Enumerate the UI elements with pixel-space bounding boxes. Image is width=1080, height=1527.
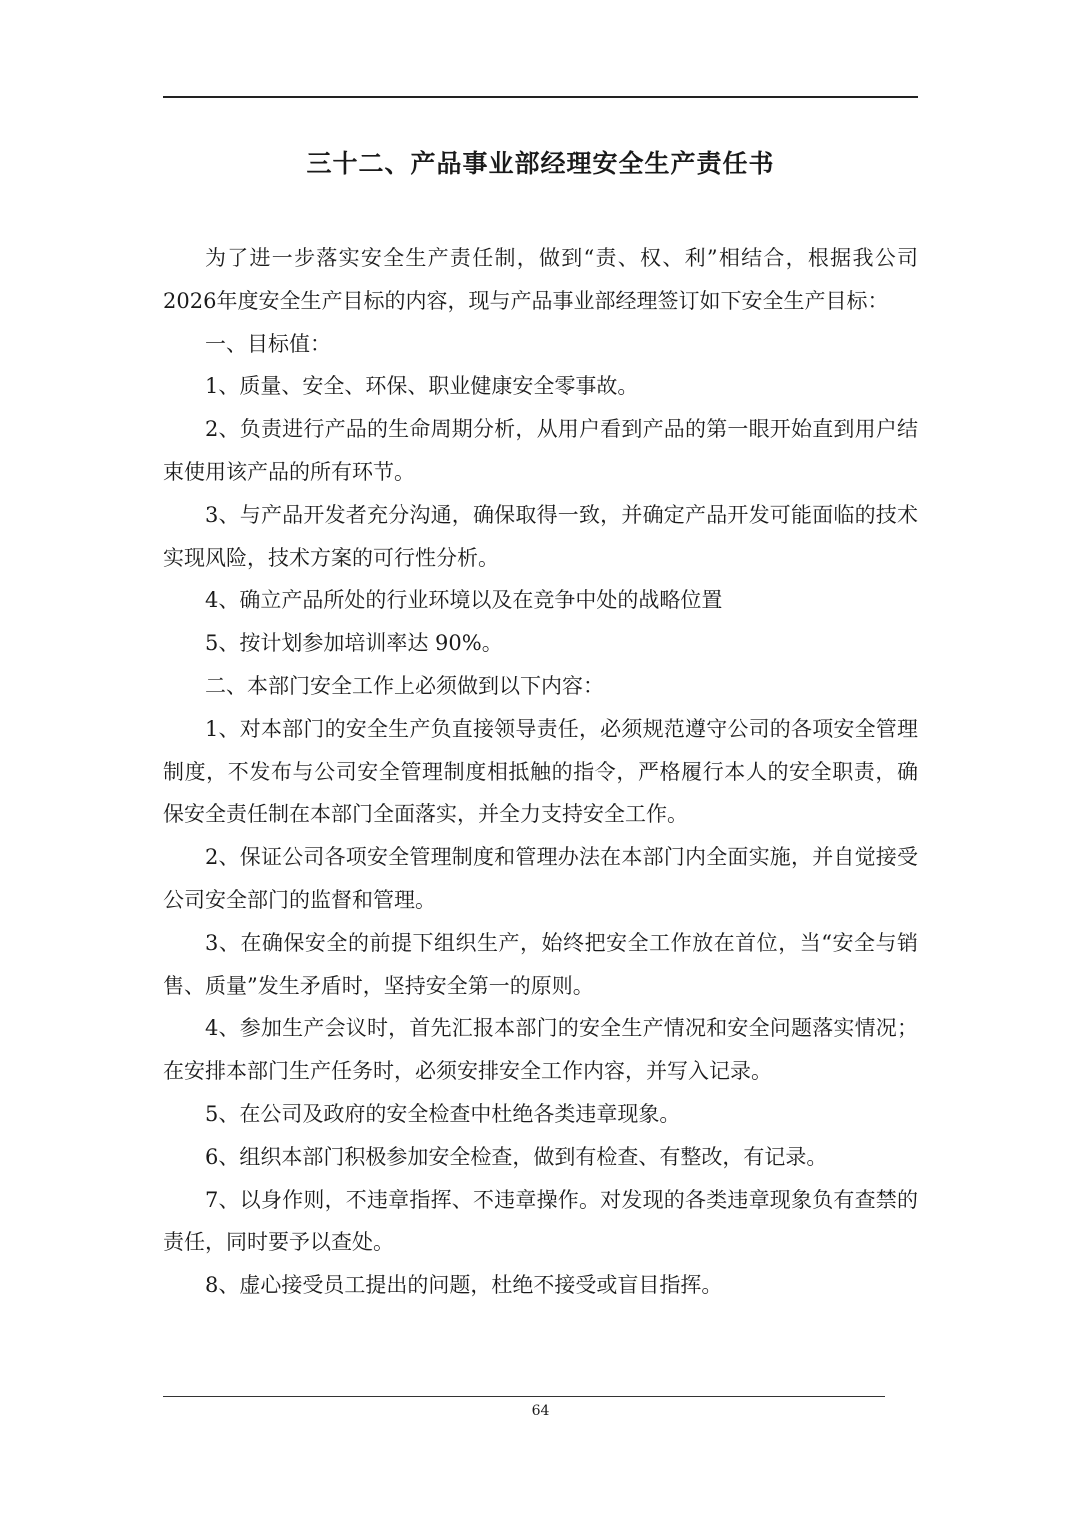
requirement-item: 5、在公司及政府的安全检查中杜绝各类违章现象。 bbox=[205, 1101, 681, 1126]
requirement-item: 8、虚心接受员工提出的问题，杜绝不接受或盲目指挥。 bbox=[205, 1273, 723, 1298]
section-heading-targets: 一、目标值： bbox=[205, 331, 331, 356]
requirement-item: 3、在确保安全的前提下组织生产，始终把安全工作放在首位，当“安全与销售、质量”发生矛盾时，坚持安全第一的原则。 bbox=[163, 930, 918, 998]
footer-rule bbox=[163, 1396, 885, 1397]
target-item: 1、质量、安全、环保、职业健康安全零事故。 bbox=[205, 374, 639, 399]
target-item: 5、按计划参加培训率达 90%。 bbox=[205, 631, 503, 656]
section-heading-requirements: 二、本部门安全工作上必须做到以下内容： bbox=[205, 673, 604, 698]
page-number: 64 bbox=[531, 1403, 550, 1419]
requirement-item: 4、参加生产会议时，首先汇报本部门的安全生产情况和安全问题落实情况；在安排本部门生产任务时，必须安排安全工作内容，并写入记录。 bbox=[163, 1016, 918, 1084]
target-item: 3、与产品开发者充分沟通，确保取得一致，并确定产品开发可能面临的技术实现风险，技术方案的可行性分析。 bbox=[163, 502, 918, 570]
document-body bbox=[163, 237, 918, 1307]
header-rule bbox=[163, 96, 918, 98]
requirement-item: 6、组织本部门积极参加安全检查，做到有检查、有整改，有记录。 bbox=[205, 1144, 828, 1169]
requirement-item: 1、对本部门的安全生产负直接领导责任，必须规范遵守公司的各项安全管理制度，不发布与公司安全管理制度相抵触的指令，严格履行本人的安全职责，确保安全责任制在本部门全面落实，并全力支持安全工作。 bbox=[163, 716, 918, 827]
target-item: 2、负责进行产品的生命周期分析，从用户看到产品的第一眼开始直到用户结束使用该产品的所有环节。 bbox=[163, 417, 918, 484]
document-title: 三十二、产品事业部经理安全生产责任书 bbox=[306, 149, 775, 178]
target-item: 4、确立产品所处的行业环境以及在竞争中处的战略位置 bbox=[205, 588, 723, 613]
requirement-item: 7、以身作则，不违章指挥、不违章操作。对发现的各类违章现象负有查禁的责任，同时要予以查处。 bbox=[163, 1187, 918, 1255]
requirement-item: 2、保证公司各项安全管理制度和管理办法在本部门内全面实施，并自觉接受公司安全部门的监督和管理。 bbox=[163, 845, 918, 912]
intro-paragraph: 为了进一步落实安全生产责任制，做到“责、权、利”相结合，根据我公司2026年度安全生产目标的内容，现与产品事业部经理签订如下安全生产目标： bbox=[163, 246, 918, 313]
